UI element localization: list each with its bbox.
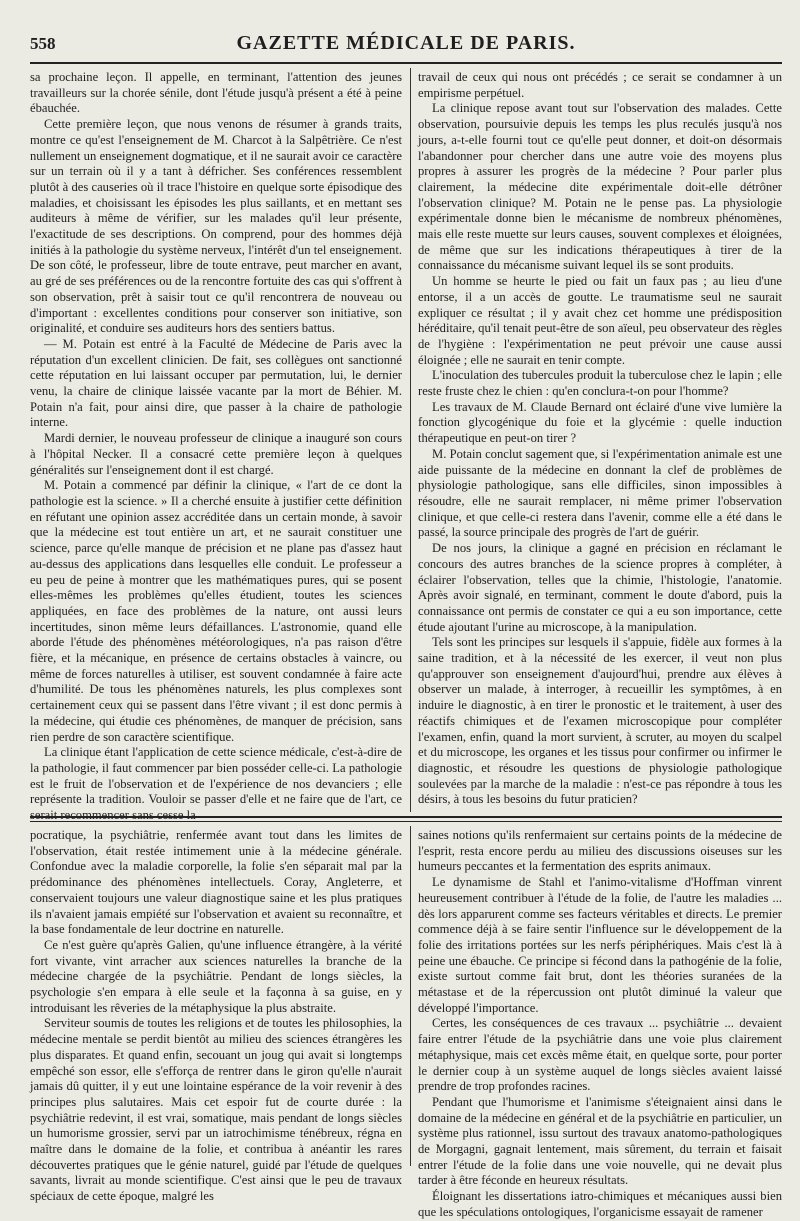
paragraph: Les travaux de M. Claude Bernard ont éclairé d'une vive lumière la fonction glycogénique du foie et la glycémie : quelle induction thérapeutique en peut-on tirer ? [418,399,782,446]
journal-title: GAZETTE MÉDICALE DE PARIS. [236,32,576,54]
paragraph: La clinique étant l'application de cette science médicale, c'est-à-dire de la pathologie, il faut commencer par bien posséder celle-ci. La pathologie est le fruit de l'observation et de l'expérience de nos devanciers ; elle représente la tradition. Vouloir se passer d'elle et ne faire que de l'art, ce [30,745,402,807]
page-header [30,30,782,60]
paragraph: sa prochaine leçon. Il appelle, en terminant, l'attention des jeunes travailleurs sur la chorée sénile, dont l'étude jusqu'à présent a été à peine ébauchée. [30,70,402,116]
upper-left-column [30,70,402,808]
paragraph: De nos jours, la clinique a gagné en précision en réclamant le concours des autres branches de la science propres à compléter, à éclairer l'observation, telles que la chimie, l'histologie, l'anatomie. Après avoir signalé, en terminant, comment le doute d'abord, puis la connaissance ont permis de constater ce qui a eu son importance, cette étude ajoutant l'urine au microscope, à la manipulation. [418,541,782,634]
section-rule-top [30,816,782,818]
paragraph: Ce n'est guère qu'après Galien, qu'une influence étrangère, à la vérité fort vivante, vint arracher aux sciences naturelles la branche de la médecine chargée de la psychiâtrie. Pendant de longs siècles, la psychologie s'en empara à elle seule et la façonna à sa guise, en y introduisant les rêveries de la métaphysique la plus abstraite. [30,937,402,1015]
paragraph: Pendant que l'humorisme et l'animisme s'éteignaient ainsi dans le domaine de la médecine en général et de la psychiâtrie en particulier, un système plus rationnel, issu surtout des travaux anatomo-pathologiques de Morgagni, gagnait lentement, mais sûrement, du terrain et faisait entrer l'étude de la folie dans une voie nouvelle, qui ne devait plus tarder à être féconde en heureux résultats. [418,1094,782,1188]
paragraph: pocratique, la psychiâtrie, renfermée avant tout dans les limites de l'observation, était restée intimement unie à la médecine générale. Confondue avec la maladie corporelle, la folie s'en séparait mal par la prédominance des phénomènes intellectuels. Coray, Angleterre, et conservaient toujours une valeur diagnostique saine et les plus pratiques ils n'avaient jamais empiété sur l'observation et avaient su reconnaître, et la base fondamentale de leur doctrine en naturelle. [30,828,402,937]
paragraph: L'inoculation des tubercules produit la tuberculose chez le lapin ; elle reste fruste chez le chien : qu'en conclura-t-on pour l'homme? [418,368,782,399]
lower-left-column [30,828,402,1204]
upper-column-divider [410,68,411,812]
paragraph: Cette première leçon, que nous venons de résumer à grands traits, montre ce qu'est l'enseignement de M. Charcot à la Salpêtrière. Ce n'est nullement un enseignement dogmatique, et il ne saurait avoir ce caractère sur un terrain où il y a tant à défricher. Ses conférences ressemblent plutôt à des causeries où il trace l'histoire en quelque sorte épisodique des maladies, et choisissant les épisodes les plus saillants, et en mettant ses auditeurs à même de vérifier, sur les malades qu'il leur présente, l'exactitude de ses descriptions. On comprend, pour des hommes déjà initiés à la pathologie du système nerveux, l'intérêt d'un tel enseignement. De son côté, le professeur, libre de toute entrave, peut marcher en avant, au gré de ses préférences ou de la rencontre fortuite des cas qui s'offrent à son observation, prêt à saisir tout ce qu'il rencontrera de nouveau ou d'important : excellentes conditions pour conserver son initiative, son originalité, et conduire ses auditeurs hors des sentiers battus. [30,117,402,336]
page-number: 558 [30,34,56,53]
paragraph: Tels sont les principes sur lesquels il s'appuie, fidèle aux formes à la saine tradition, et à la nécessité de les exercer, il veut non plus qu'approuver son enseignement d'aujourd'hui, prendre aux élèves à observer un malade, à interroger, à recueillir les symptômes, à en induire le diagnostic, à en tirer le pronostic et le traitement, à user des réactifs chimiques et de l'examen microscopique pour compléter l'examen, enfin, quand la mort survient, à scruter, au moyen du scalpel et du microscope, les organes et les tissus pour confirmer ou infirmer le diagnostic, et résoudre les questions de physiologie pathologique soulevées par la marche de la maladie : n'est-ce pas répondre à tous les désirs, à tous les besoins du futur praticien? [418,635,782,807]
paragraph: Certes, les conséquences de ces travaux ... psychiâtrie ... devaient faire entrer l'étude de la psychiâtrie dans une voie plus clairement métaphysique, mais cet excès même était, en quelque sorte, pour porter le dernier coup à un système auquel de longs siècles avaient laissé prendre de trop profondes racines. [418,1016,782,1094]
paragraph: La clinique repose avant tout sur l'observation des malades. Cette observation, poursuivie depuis les temps les plus reculés jusqu'à nos jours, a-t-elle fourni tout ce qu'elle peut donner, et doit-on désormais l'abandonner pour chercher dans une autre voie des moyens plus propres à assurer les progrès de la médecine ? Pour parler plus clairement, la médecine dite expérimentale doit-elle détrôner l'observation clinique? M. Potain ne le pense pas. La physiologie expérimentale donne bien le mécanisme de nombreux phénomènes, mais elle reste muette sur leurs causes, souvent complexes et éloignées, de même que sur les indications thérapeutiques à tirer de la connaissance du mécanisme suivant lequel ils se sont produits. [418,101,782,273]
paragraph: Éloignant les dissertations iatro-chimiques et mécaniques aussi bien que les spéculations ontologiques, l'organicisme essayait de ramener [418,1189,782,1219]
paragraph: M. Potain conclut sagement que, si l'expérimentation animale est une aide puissante de la médecine en donnant la clef de problèmes de physiologie pathologique, sans elle difficiles, sinon impossibles à résoudre, elle ne saurait remplacer, ni même primer l'observation clinique, et que celle-ci restera dans l'avenir, comme elle a été dans le passé, la source principale des progrès de l'art de guérir. [418,446,782,540]
paragraph: Un homme se heurte le pied ou fait un faux pas ; au lieu d'une entorse, il a un accès de goutte. Le traumatisme seul ne saurait expliquer ce résultat ; il y avait chez cet homme une prédisposition héréditaire, qu'il tenait peut-être de son aïeul, peu observateur des règles de l'hygiène : l'expérimentation ne peut prévoir une cause aussi éloignée ; elle ne saurait en tenir compte. [418,274,782,367]
paragraph: — M. Potain est entré à la Faculté de Médecine de Paris avec la réputation d'un excellent clinicien. De fait, ses collègues ont sanctionné cette réputation en lui laissant occuper par permutation, lui, le dernier venu, la chaire de clinique laissée vacante par la mort de Béhier. M. Potain n'a fait, pour ainsi dire, que passer à la chaire de pathologie interne. [30,336,402,430]
paragraph: Serviteur soumis de toutes les religions et de toutes les philosophies, la médecine mentale se perdit bientôt au milieu des sciences étrangères les plus disparates. Et quand enfin, secouant un joug qui avait si longtemps empêché son essor, elle s'efforça de rentrer dans le giron qu'elle n'aurait jamais dû quitter, il y eut une lointaine espérance de la voir revenir à des principes plus salutaires. Mais cet espoir fut de courte durée : la psychiâtrie redevint, il est vrai, somatique, mais pendant de longs siècles un humorisme grossier, servi par un iatrochimisme ténébreux, régna en maître dans le domaine de la folie, et contribua à anéantir les rares découvertes pratiques que le génie naturel, guidé par l'étude de quelques savants, livrait au monde scientifique. C'est ainsi que le peu de travaux spéciaux de cette époque, malgré les [30,1016,402,1204]
lower-right-column [418,828,782,1219]
paragraph: Le dynamisme de Stahl et l'animo-vitalisme d'Hoffman vinrent heureusement contribuer à l'étude de la folie, de l'autre les maladies ... dès lors apparurent comme ses facteurs véritables et directs. Le premier commence déjà à se faire sentir l'influence sur le développement de la folie des irritations portées sur les nerfs périphériques. Mais c'est là à peine une ébauche. Ce principe si fécond dans la pathogénie de la folie, existe surtout comme fait brut, dont les théories suranées de la métastase et de la répercussion ont plutôt diminué la valeur que développé l'importance. [418,875,782,1015]
paragraph: Mardi dernier, le nouveau professeur de clinique a inauguré son cours à l'hôpital Necker. Il a consacré cette première leçon à quelques généralités sur l'enseignement dont il est chargé. [30,431,402,477]
lower-column-divider [410,826,411,1166]
upper-right-column [418,70,782,808]
paragraph: saines notions qu'ils renfermaient sur certains points de la médecine de l'esprit, resta encore perdu au milieu des discussions oiseuses sur les humeurs peccantes et la fermentation des esprits animaux. [418,828,782,874]
section-rule-bottom [30,821,782,822]
paragraph: travail de ceux qui nous ont précédés ; ce serait se condamner à un empirisme perpétuel. [418,70,782,100]
header-rule [30,62,782,64]
paragraph: M. Potain a commencé par définir la clinique, « l'art de ce dont la pathologie est la science. » Il a cherché ensuite à justifier cette définition en réfutant une opinion assez accréditée dans un certain monde, à savoir que la médecine est tout entière un art, et ne saurait constituer une science, parce qu'elle manque de précision et ne plane pas d'assez haut au-dessus des applications dans lesquelles elle conduit. Le professeur a eu peu de peine à montrer que les mathématiques pures, qui se posent elles-mêmes les problèmes qu'elles étudient, toutes les sciences appliquées, en face des problèmes de la nature, ont aussi leurs incertitudes, sinon même leurs défaillances. L'astronomie, quand elle aborde l'étude des phénomènes météorologiques, n'a pas raison d'être fière, et la mécanique, en présence de certains obstacles à vaincre, ou même de forces naturelles à utiliser, est souvent condamnée à faire acte d'humilité. De tous les phénomènes naturels, les plus complexes sont certainement ceux qui se passent dans l'être vivant ; il est donc permis à la médecine, qui étudie ces phénomènes, de manquer de précision, sans rien perdre de son caractère scientifique. [30,478,402,744]
